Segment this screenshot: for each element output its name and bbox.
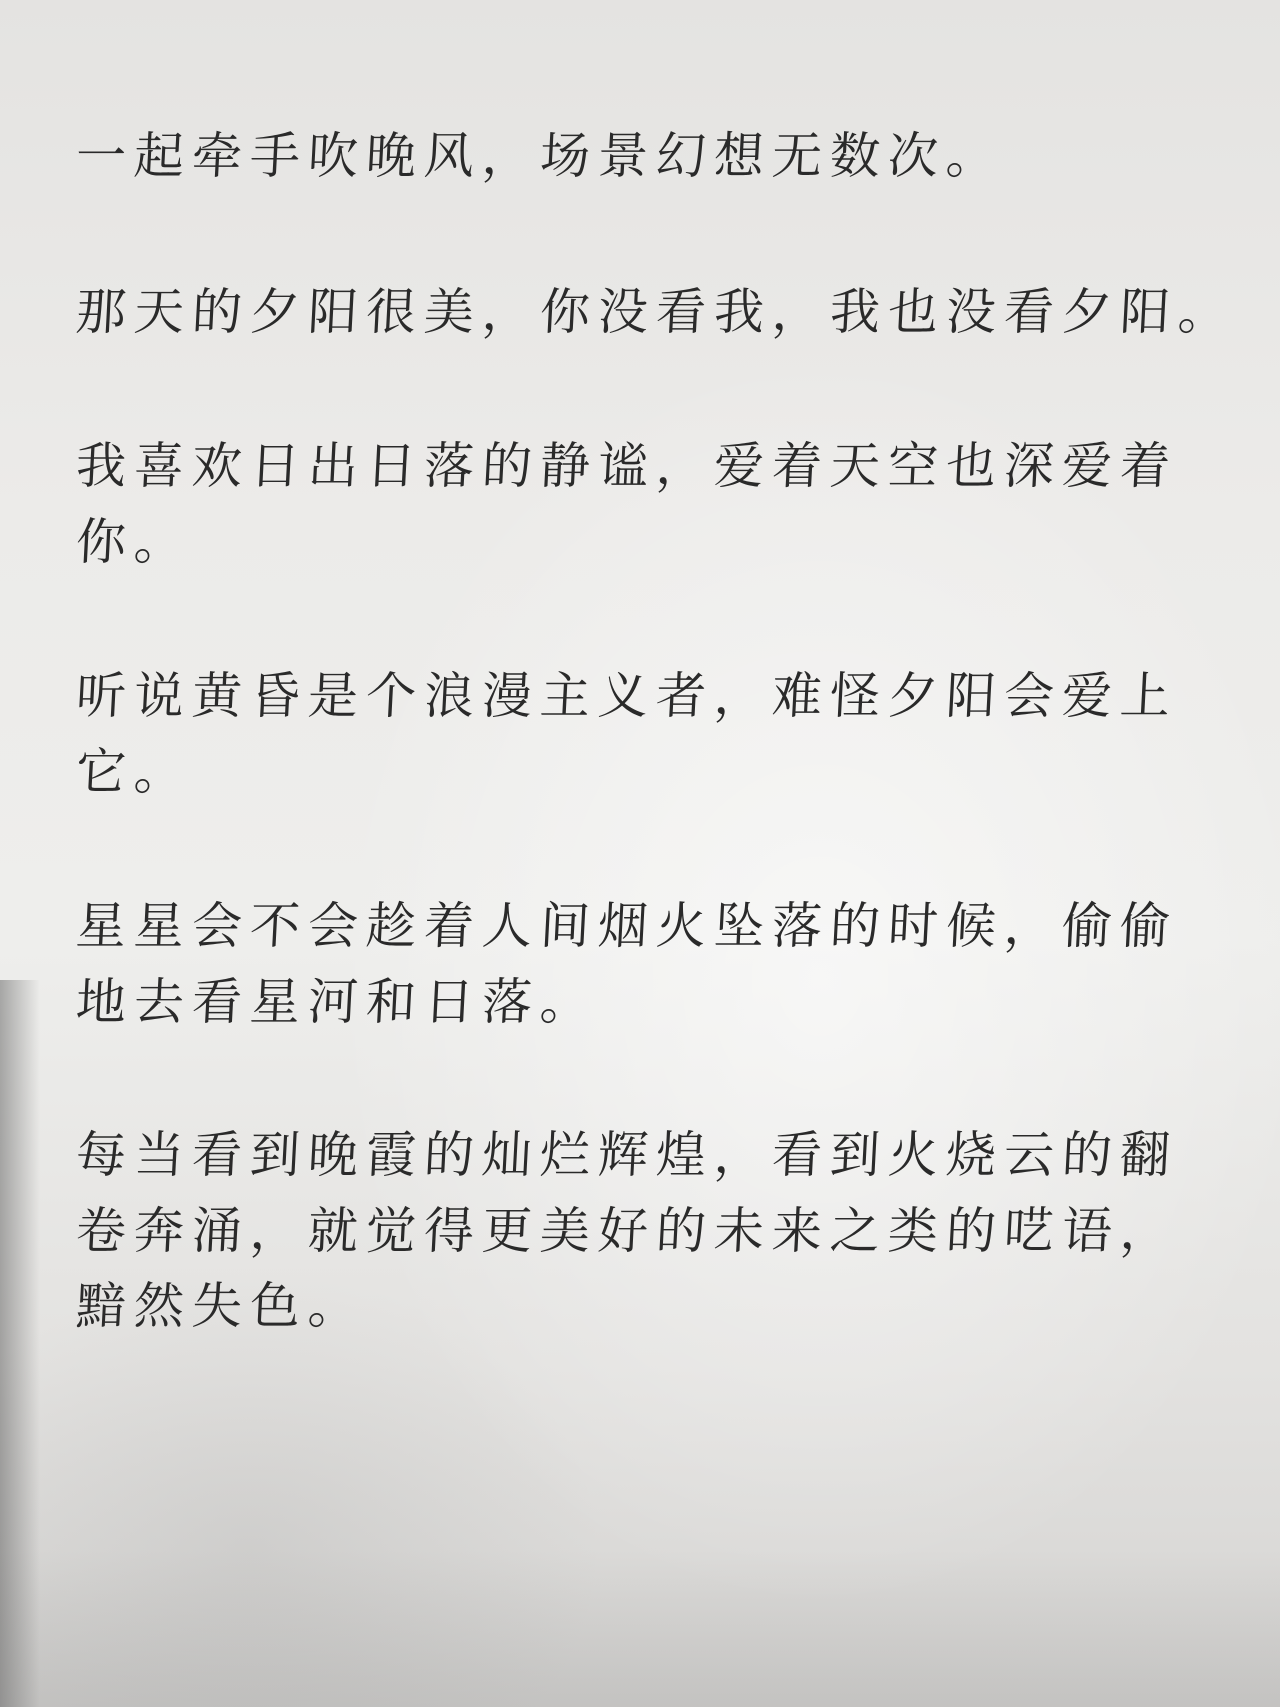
text-line-8: 地去看星河和日落。 — [74, 973, 600, 1031]
text-line-6: 它。 — [74, 743, 194, 801]
text-line-9: 每当看到晚霞的灿烂辉煌，看到火烧云的翻 — [74, 1126, 1180, 1184]
bottom-shadow — [0, 1550, 1280, 1707]
text-line-7: 星星会不会趁着人间烟火坠落的时候，偷偷 — [74, 897, 1180, 955]
text-line-10: 卷奔涌，就觉得更美好的未来之类的呓语， — [74, 1202, 1180, 1260]
text-line-5: 听说黄昏是个浪漫主义者，难怪夕阳会爱上 — [74, 667, 1180, 725]
text-line-11: 黯然失色。 — [74, 1277, 368, 1335]
text-line-1: 一起牵手吹晚风，场景幻想无数次。 — [74, 127, 1006, 185]
text-line-4: 你。 — [74, 513, 194, 571]
text-line-2: 那天的夕阳很美，你没看我，我也没看夕阳。 — [74, 283, 1238, 341]
text-line-3: 我喜欢日出日落的静谧，爱着天空也深爱着 — [74, 437, 1180, 495]
